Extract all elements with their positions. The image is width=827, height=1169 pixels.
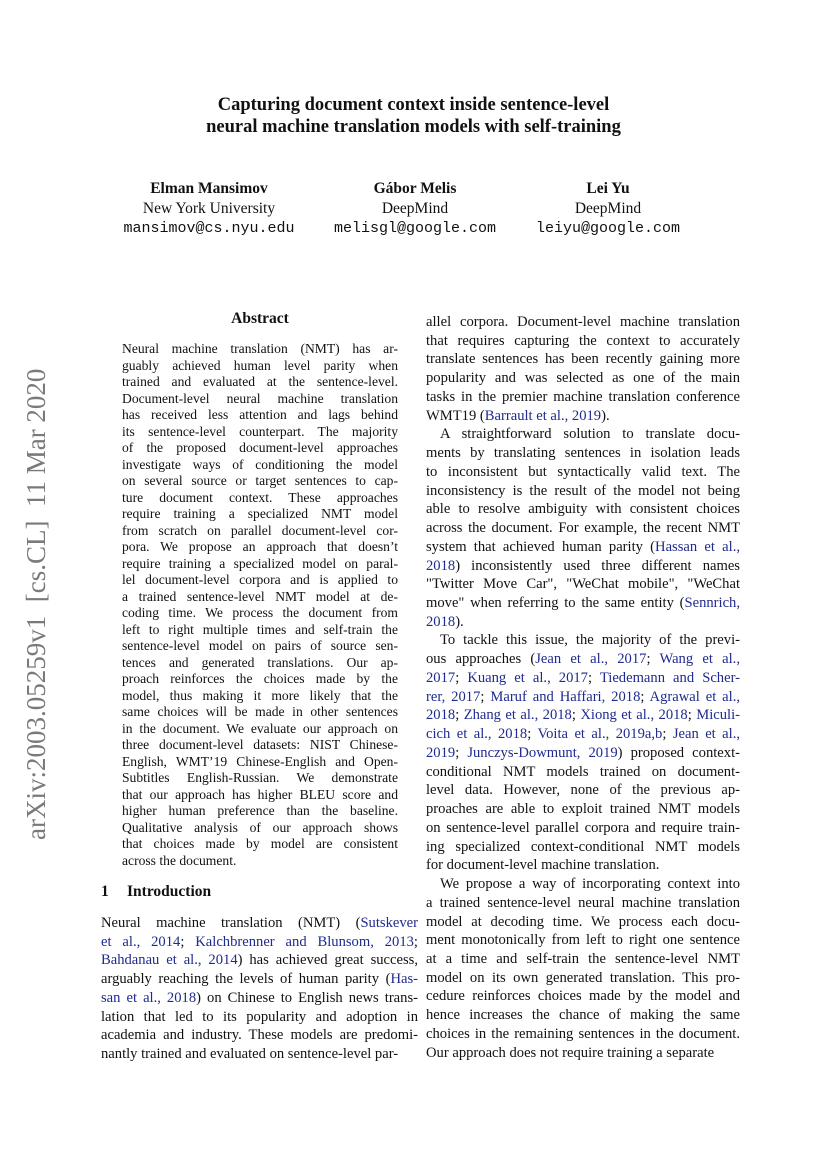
citation-link[interactable]: Kuang et al., 2017: [467, 669, 588, 686]
section-heading-introduction: [101, 883, 211, 901]
text-line: left to right multiple times and self-train the: [122, 621, 398, 637]
text-line: [426, 706, 740, 725]
citation-link[interactable]: Junczys-Dowmunt, 2019: [467, 744, 618, 761]
text-line: of the proposed document-level approaches: [122, 440, 398, 455]
text-line: on several source or target sentences to cap-: [122, 473, 398, 488]
text-line: coding time. We process the document from: [122, 605, 398, 620]
citation-link[interactable]: Hassan et al.,: [655, 538, 740, 555]
text-line: A straightforward solution to translate docu-: [440, 426, 740, 443]
text-line: sentence-level model on pairs of source sen-: [122, 638, 398, 653]
text-segment: ;: [687, 707, 697, 724]
author-affiliation: New York University: [142, 200, 276, 217]
text-line: tences and generated translations. Our ap-: [122, 654, 398, 670]
paragraph: [426, 313, 740, 425]
text-line: on sentence-level parallel corpora and require train-: [426, 819, 740, 836]
text-segment: ous approaches (: [426, 651, 536, 668]
text-line: require training a specialized NMT model: [122, 506, 398, 521]
text-line: its sentence-level counterpart. The majority: [122, 423, 398, 439]
title-line: Capturing document context inside sentence-level: [217, 95, 610, 115]
citation-link[interactable]: Bahdanau et al., 2014: [101, 952, 238, 969]
text-line: higher human preference than the baseline.: [122, 803, 398, 818]
citation-link[interactable]: 2017: [426, 669, 456, 686]
citation-link[interactable]: rer, 2017: [426, 688, 481, 705]
text-line: able to resolve ambiguity with consistent choices: [426, 501, 740, 518]
citation-link[interactable]: 2018: [426, 557, 456, 574]
text-line: that our approach has higher BLEU score and: [122, 786, 398, 802]
citation-link[interactable]: 2018: [426, 613, 456, 630]
text-line: lation that led to its popularity and adoption in: [101, 1008, 418, 1025]
text-line: [101, 989, 418, 1008]
text-line: Neural machine translation (NMT) has ar-: [122, 341, 398, 356]
author: [99, 179, 319, 239]
text-line: Qualitative analysis of our approach shows: [122, 819, 398, 835]
text-segment: system that achieved human parity (: [426, 538, 656, 555]
text-line: conditional NMT models trained on document-: [426, 763, 740, 780]
author-name: Elman Mansimov: [150, 180, 268, 197]
text-line: [426, 669, 740, 688]
text-line: [426, 613, 740, 632]
text-line: three document-level datasets: NIST Chinese-: [122, 737, 398, 752]
text-line: across the document.: [122, 852, 237, 868]
paragraph: [122, 341, 398, 869]
text-line: To tackle this issue, the majority of the previ-: [440, 632, 740, 649]
citation-link[interactable]: cich et al., 2018: [426, 726, 528, 743]
text-line: a trained sentence-level NMT model at de-: [122, 588, 398, 604]
text-line: guably achieved human level parity when: [122, 357, 398, 373]
paper-title: [0, 94, 827, 138]
citation-link[interactable]: san et al., 2018: [101, 989, 197, 1006]
text-line: Our approach does not require training a separate: [426, 1044, 715, 1061]
section-number: 1: [101, 883, 109, 900]
citation-link[interactable]: Barrault et al., 2019: [484, 407, 602, 424]
author-name: Gábor Melis: [373, 180, 457, 197]
text-line: choices in the remaining sentences in the document.: [426, 1025, 740, 1042]
text-line: to inconsistent but syntactically valid text. The: [426, 463, 740, 480]
text-segment: ;: [413, 933, 418, 950]
text-segment: arguably reaching the levels of human parity (: [101, 971, 391, 988]
text-segment: ;: [455, 669, 468, 686]
text-segment: Neural machine translation (NMT) (: [101, 915, 361, 931]
text-line: [101, 970, 418, 989]
text-segment: ).: [455, 613, 464, 630]
text-line: "Twitter Move Car", "WeChat mobile", "WeChat: [426, 576, 740, 593]
text-line: [426, 538, 740, 557]
paragraph: [426, 631, 740, 875]
text-line: lel document-level corpora and is applied to: [122, 572, 398, 587]
text-segment: ;: [571, 707, 581, 724]
text-segment: ) inconsistently used three different names: [455, 557, 740, 574]
text-line: ing specialized context-conditional NMT models: [426, 838, 740, 855]
author: [305, 179, 525, 239]
text-line: model on its own generated translation. This pro-: [426, 969, 740, 986]
citation-link[interactable]: Kalchbrenner and Blunsom, 2013: [195, 933, 414, 950]
citation-link[interactable]: Jean et al., 2017: [535, 651, 647, 668]
author-affiliation: DeepMind: [381, 200, 449, 217]
text-segment: ;: [527, 726, 538, 743]
text-line: investigate ways of conditioning the model: [122, 456, 398, 472]
text-segment: ;: [587, 669, 600, 686]
text-line: [426, 594, 740, 613]
text-line: popularity and was selected as one of the main: [426, 370, 740, 387]
text-line: from scratch on parallel document-level cor-: [122, 522, 398, 538]
text-line: model at decoding time. We process each docu-: [426, 913, 740, 930]
citation-link[interactable]: et al., 2014: [101, 933, 181, 950]
text-line: [426, 557, 740, 576]
text-segment: ;: [662, 726, 673, 743]
text-line: [101, 951, 418, 970]
text-line: [426, 407, 740, 426]
text-line: [426, 650, 740, 669]
text-line: Document-level neural machine translation: [122, 390, 398, 406]
citation-link[interactable]: Sennrich,: [684, 595, 740, 612]
text-line: Subtitles English-Russian. We demonstrate: [122, 770, 398, 785]
text-line: [101, 933, 418, 952]
title-line: neural machine translation models with self-training: [206, 117, 621, 137]
text-line: translate sentences has been recently gaining more: [426, 351, 740, 368]
author-affiliation: DeepMind: [574, 200, 642, 217]
text-line: [101, 914, 418, 933]
text-line: [426, 688, 740, 707]
citation-link[interactable]: Miculi-: [696, 707, 741, 724]
section-title: Introduction: [127, 883, 212, 900]
text-line: pora. We propose an approach that doesn’t: [122, 539, 398, 554]
text-segment: ;: [455, 744, 468, 761]
text-line: ture document context. These approaches: [122, 489, 398, 505]
paragraph: [101, 914, 418, 1064]
citation-link[interactable]: Sutskever: [360, 915, 418, 931]
citation-link[interactable]: 2019: [426, 744, 456, 761]
arxiv-identifier: arXiv:2003.05259v1 [cs.CL] 11 Mar 2020: [21, 368, 51, 840]
text-segment: ) has achieved great success,: [237, 952, 418, 969]
text-line: has received less attention and lags behind: [122, 407, 398, 422]
text-line: at a time and self-train the sentence-level NMT: [426, 950, 740, 967]
abstract-body: [122, 341, 398, 869]
text-line: model, thus making it more likely that the: [122, 687, 398, 703]
text-line: nantly trained and evaluated on sentence-level par-: [101, 1046, 399, 1063]
text-segment: ).: [601, 407, 610, 424]
text-line: that choices made by model are consistent: [122, 836, 398, 851]
text-segment: ;: [180, 933, 196, 950]
citation-link[interactable]: Zhang et al., 2018: [463, 707, 572, 724]
text-line: academia and industry. These models are predomi-: [101, 1027, 418, 1044]
text-line: [426, 744, 740, 763]
text-segment: ;: [640, 688, 650, 705]
text-line: level data. However, none of the previous ap-: [426, 782, 740, 799]
text-line: ments by translating sentences in isolation leads: [426, 445, 740, 462]
author-email[interactable]: leiyu@google.com: [535, 220, 681, 237]
author-name: Lei Yu: [586, 180, 630, 197]
text-line: cedure reinforces choices made by the model and: [426, 988, 740, 1005]
text-line: proaches are able to exploit trained NMT models: [426, 801, 740, 818]
text-line: tasks in the premier machine translation conference: [426, 388, 740, 405]
abstract-heading: Abstract: [231, 310, 289, 327]
text-line: We propose a way of incorporating context into: [440, 876, 740, 893]
citation-link[interactable]: Maruf and Haffari, 2018: [490, 688, 641, 705]
citation-link[interactable]: Tiedemann and Scher-: [599, 669, 740, 686]
citation-link[interactable]: Voita et al., 2019a,b: [537, 726, 663, 743]
text-segment: ) proposed context-: [617, 744, 740, 761]
text-line: allel corpora. Document-level machine translation: [426, 314, 740, 330]
text-segment: ;: [480, 688, 491, 705]
author: [498, 179, 718, 239]
author-email[interactable]: melisgl@google.com: [333, 220, 497, 237]
right-column-body: [426, 313, 740, 1062]
text-line: trained and evaluated at the sentence-level.: [122, 374, 398, 389]
citation-link[interactable]: Wang et al.,: [659, 651, 740, 668]
text-line: across the document. For example, the recent NMT: [426, 520, 740, 537]
text-line: that requires capturing the context to accurately: [426, 332, 740, 349]
text-line: in the document. We evaluate our approach on: [122, 720, 398, 736]
text-line: English, WMT’19 Chinese-English and Open-: [122, 753, 398, 769]
text-line: ment monotonically from left to right one sentence: [426, 932, 740, 949]
text-line: a trained sentence-level neural machine translation: [426, 894, 740, 911]
text-line: for document-level machine translation.: [426, 857, 660, 874]
citation-link[interactable]: 2018: [426, 707, 456, 724]
paragraph: [426, 425, 740, 631]
text-segment: WMT19 (: [426, 407, 485, 424]
text-segment: ;: [646, 651, 660, 668]
text-segment: ) on Chinese to English news trans-: [196, 989, 418, 1006]
author-email[interactable]: mansimov@cs.nyu.edu: [123, 220, 295, 237]
text-segment: ;: [455, 707, 464, 724]
text-line: inconsistency is the result of the model not being: [426, 482, 740, 499]
text-line: hence increases the chance of making the same: [426, 1007, 740, 1024]
citation-link[interactable]: Xiong et al., 2018: [580, 707, 688, 724]
text-segment: move" when referring to the same entity (: [426, 595, 685, 612]
citation-link[interactable]: Jean et al.,: [672, 726, 740, 743]
text-line: [426, 725, 740, 744]
paragraph: [426, 875, 740, 1062]
introduction-body: [101, 914, 418, 1064]
text-line: require training a specialized model on paral-: [122, 555, 398, 571]
text-line: same choices will be made in other sentences: [122, 704, 398, 719]
citation-link[interactable]: Agrawal et al.,: [649, 688, 740, 705]
text-line: proach reinforces the choices made by the: [122, 671, 398, 686]
citation-link[interactable]: Has-: [390, 971, 418, 988]
